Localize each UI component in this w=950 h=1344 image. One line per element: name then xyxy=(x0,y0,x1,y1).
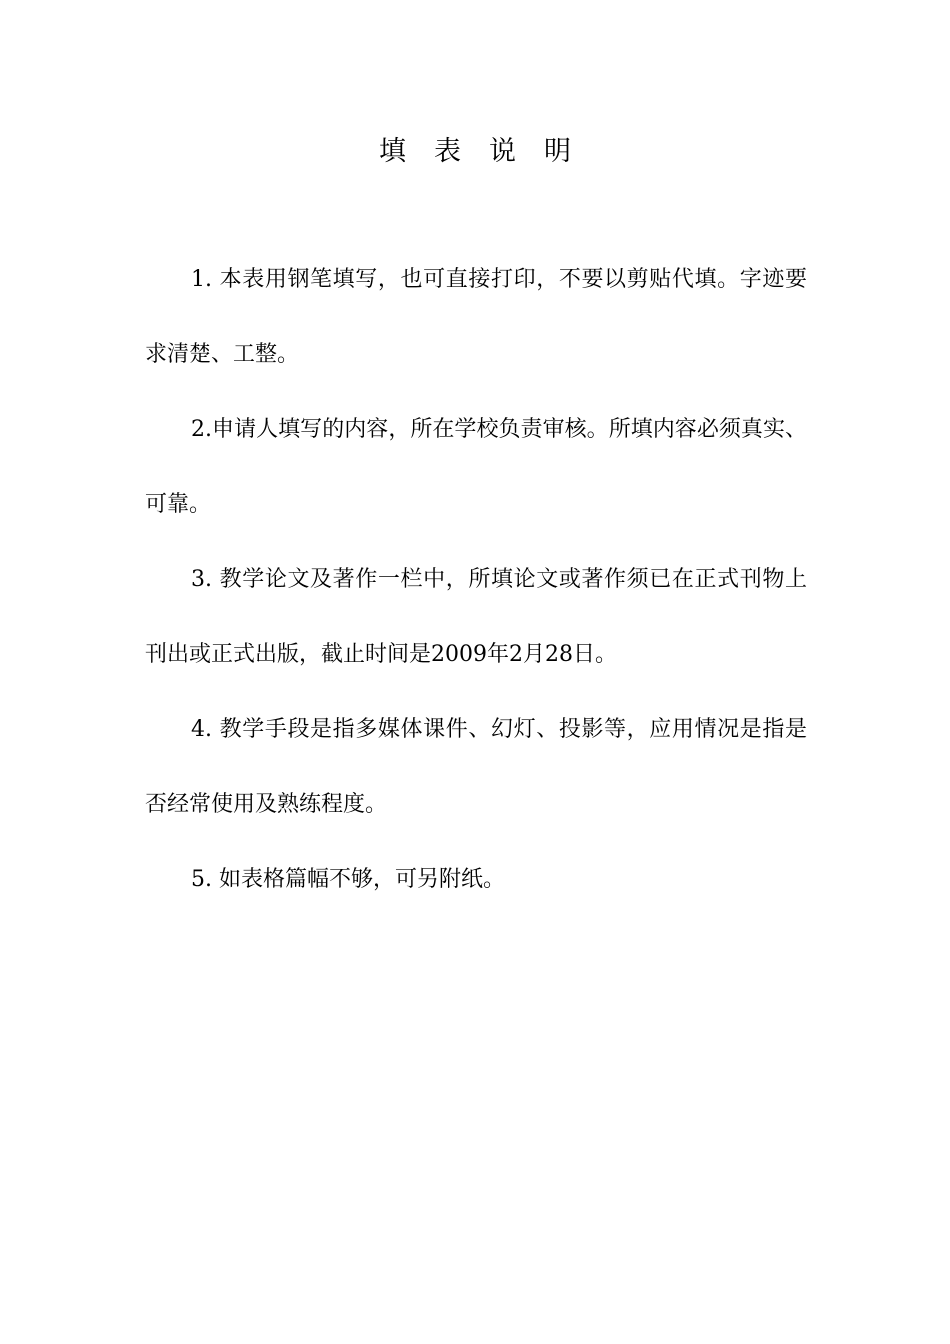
instruction-item-4: 4. 教学手段是指多媒体课件、幻灯、投影等，应用情况是指是否经常使用及熟练程度。 xyxy=(145,717,807,817)
instruction-list xyxy=(145,242,807,917)
instruction-item-3: 3. 教学论文及著作一栏中，所填论文或著作须已在正式刊物上刊出或正式出版，截止时间是2009年2月28日。 xyxy=(145,567,807,667)
instruction-item-2: 2.申请人填写的内容，所在学校负责审核。所填内容必须真实、可靠。 xyxy=(145,417,807,517)
page-title: 填表说明 xyxy=(379,136,599,167)
instruction-item-5: 5. 如表格篇幅不够，可另附纸。 xyxy=(191,867,505,892)
instruction-item-1: 1. 本表用钢笔填写，也可直接打印，不要以剪贴代填。字迹要求清楚、工整。 xyxy=(145,267,807,367)
